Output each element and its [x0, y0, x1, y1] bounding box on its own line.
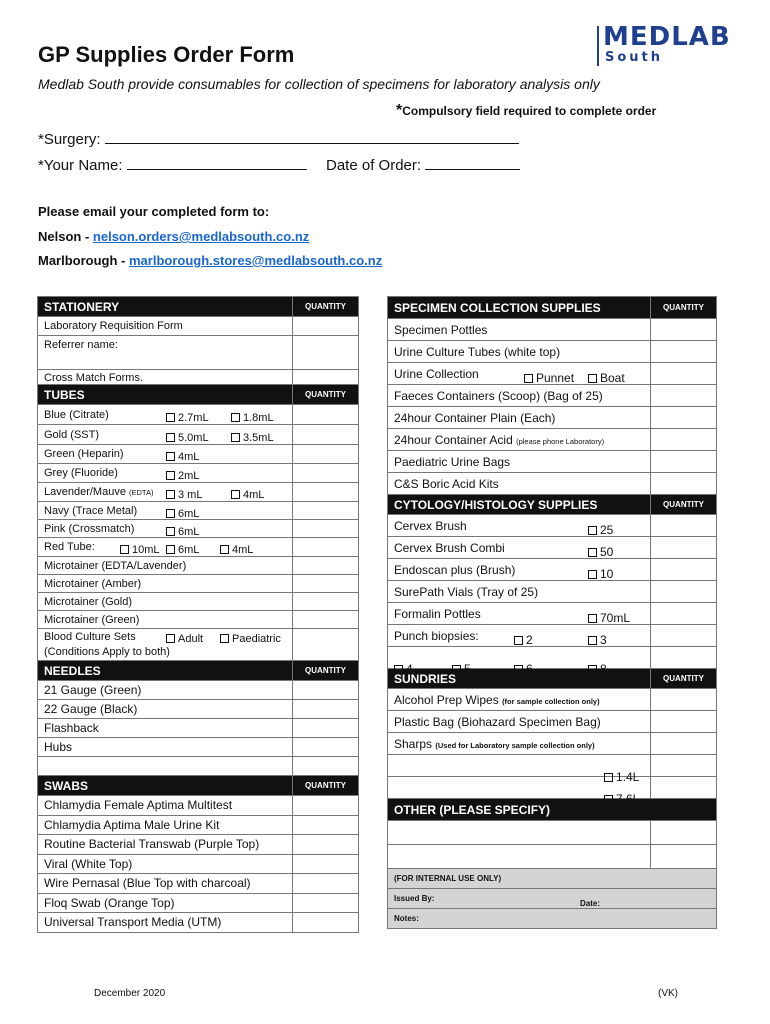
swab-item: Floq Swab (Orange Top) — [38, 893, 293, 913]
swabs-header — [38, 776, 359, 796]
tube-label: Gold (SST) — [44, 428, 100, 441]
your-name-label: *Your Name: — [38, 157, 123, 174]
table-row — [388, 581, 717, 603]
tube-option[interactable]: 2.7mL — [166, 412, 209, 424]
sundry-item: Alcohol Prep Wipes — [394, 692, 499, 707]
table-row — [38, 719, 359, 738]
internal-use-row — [388, 889, 717, 909]
quantity-cell[interactable] — [651, 777, 717, 799]
table-row — [388, 603, 717, 625]
table-row — [38, 538, 359, 557]
table-row — [38, 815, 359, 835]
specimen-item: Faeces Containers (Scoop) (Bag of 25) — [388, 385, 651, 407]
quantity-cell[interactable] — [651, 689, 717, 711]
checkbox-icon[interactable] — [166, 509, 175, 518]
table-row — [38, 445, 359, 464]
stationery-header — [38, 297, 359, 317]
quantity-cell[interactable] — [651, 603, 717, 625]
checkbox-icon[interactable] — [166, 471, 175, 480]
date-of-order-input-line[interactable] — [425, 156, 520, 170]
table-row — [388, 537, 717, 559]
quantity-cell[interactable] — [651, 341, 717, 363]
blood-culture-option[interactable]: Adult — [166, 632, 203, 647]
needle-item: Flashback — [38, 719, 293, 738]
logo-bar — [597, 26, 599, 66]
quantity-cell[interactable] — [293, 835, 359, 855]
quantity-cell[interactable] — [293, 719, 359, 738]
date-of-order-field[interactable] — [326, 156, 520, 174]
email-nelson — [38, 229, 309, 244]
quantity-cell[interactable] — [293, 445, 359, 464]
table-row — [388, 515, 717, 537]
cytology-item: Formalin Pottles — [394, 606, 481, 621]
urine-option[interactable]: Punnet — [524, 371, 574, 385]
needle-item: 22 Gauge (Black) — [38, 700, 293, 719]
stationery-heading: STATIONERY — [38, 297, 293, 317]
quantity-cell[interactable] — [293, 815, 359, 835]
checkbox-icon[interactable] — [220, 634, 229, 643]
checkbox-icon[interactable] — [231, 413, 240, 422]
email-heading: Please email your completed form to: — [38, 204, 270, 219]
quantity-cell[interactable] — [293, 593, 359, 611]
checkbox-icon[interactable] — [588, 548, 597, 557]
table-row — [38, 835, 359, 855]
quantity-cell[interactable] — [651, 845, 717, 869]
quantity-cell[interactable] — [651, 429, 717, 451]
quantity-cell[interactable] — [293, 611, 359, 629]
tube-option[interactable]: 4mL — [220, 544, 253, 556]
table-row — [38, 370, 359, 385]
email-marlborough — [38, 253, 382, 268]
page-subtitle: Medlab South provide consumables for collection of specimens for laboratory analysis only — [38, 76, 600, 92]
quantity-cell[interactable] — [293, 405, 359, 425]
other-header — [388, 799, 717, 821]
quantity-cell[interactable] — [651, 559, 717, 581]
compulsory-star: * — [396, 102, 403, 119]
sundry-item: Sharps — [394, 736, 433, 751]
sundry-item: Plastic Bag (Biohazard Specimen Bag) — [388, 711, 651, 733]
checkbox-icon[interactable] — [514, 665, 523, 674]
footer-code: (VK) — [658, 988, 678, 999]
table-row — [388, 451, 717, 473]
blood-culture-note: (Conditions Apply to both) — [44, 646, 170, 658]
table-row — [38, 405, 359, 425]
swab-item: Chlamydia Female Aptima Multitest — [38, 796, 293, 816]
table-row — [388, 407, 717, 429]
checkbox-icon[interactable] — [231, 433, 240, 442]
table-row — [38, 874, 359, 894]
tube-option[interactable]: 1.8mL — [231, 412, 274, 424]
table-row — [388, 429, 717, 451]
quantity-cell[interactable] — [651, 515, 717, 537]
quantity-cell[interactable] — [293, 700, 359, 719]
table-row — [38, 681, 359, 700]
marlborough-label: Marlborough - — [38, 253, 129, 268]
tube-label: Microtainer (Amber) — [38, 575, 293, 593]
table-row — [388, 647, 717, 669]
compulsory-note — [396, 102, 656, 120]
cytology-option[interactable]: 70mL — [588, 611, 630, 625]
swab-item: Viral (White Top) — [38, 854, 293, 874]
quantity-header: QUANTITY — [651, 495, 717, 515]
sharps-note: (Used for Laboratory sample collection only) — [435, 740, 595, 750]
table-row — [38, 483, 359, 502]
checkbox-icon[interactable] — [166, 490, 175, 499]
checkbox-icon[interactable] — [604, 773, 613, 782]
checkbox-icon[interactable] — [166, 545, 175, 554]
stationery-item: Laboratory Requisition Form — [38, 317, 293, 336]
other-entry[interactable] — [388, 821, 651, 845]
checkbox-icon[interactable] — [588, 665, 597, 674]
quantity-cell[interactable] — [293, 557, 359, 575]
checkbox-icon[interactable] — [166, 634, 175, 643]
table-row — [388, 711, 717, 733]
quantity-header: QUANTITY — [651, 669, 717, 689]
tube-option[interactable]: 5.0mL — [166, 432, 209, 444]
tube-label: Navy (Trace Metal) — [44, 504, 138, 517]
other-entry[interactable] — [388, 845, 651, 869]
table-row — [388, 385, 717, 407]
table-row — [388, 733, 717, 755]
tube-label: Lavender/Mauve — [44, 486, 126, 498]
left-order-table — [37, 296, 359, 933]
quantity-cell[interactable] — [293, 317, 359, 336]
table-row — [388, 625, 717, 647]
tube-note: (EDTA) — [129, 488, 154, 497]
cytology-option[interactable]: 50 — [588, 545, 613, 559]
quantity-cell[interactable] — [293, 629, 359, 661]
table-row — [388, 821, 717, 845]
checkbox-icon[interactable] — [120, 545, 129, 554]
specimen-header — [388, 297, 717, 319]
swab-item: Chlamydia Aptima Male Urine Kit — [38, 815, 293, 835]
checkbox-icon[interactable] — [588, 636, 597, 645]
needles-heading: NEEDLES — [38, 661, 293, 681]
tube-label: Grey (Fluoride) — [44, 467, 118, 479]
quantity-cell[interactable] — [651, 407, 717, 429]
tube-label: Microtainer (Green) — [38, 611, 293, 629]
quantity-header: QUANTITY — [293, 661, 359, 681]
nelson-email-link[interactable]: nelson.orders@medlabsouth.co.nz — [92, 229, 310, 244]
tube-label: Blue (Citrate) — [44, 408, 109, 421]
table-row — [38, 464, 359, 483]
quantity-cell[interactable] — [293, 738, 359, 757]
quantity-cell[interactable] — [293, 502, 359, 520]
punch-option[interactable]: 4 — [394, 662, 413, 676]
table-row — [38, 913, 359, 933]
checkbox-icon[interactable] — [514, 636, 523, 645]
punch-option[interactable]: 8 — [588, 662, 607, 676]
quantity-cell[interactable] — [651, 647, 717, 669]
checkbox-icon[interactable] — [604, 795, 613, 804]
tube-option[interactable]: 4mL — [166, 451, 199, 463]
tube-label: Pink (Crossmatch) — [44, 522, 135, 535]
quantity-cell[interactable] — [651, 319, 717, 341]
urine-option[interactable]: Boat — [588, 371, 625, 385]
table-row — [388, 777, 717, 799]
table-row — [38, 520, 359, 538]
checkbox-icon[interactable] — [452, 665, 461, 674]
checkbox-icon[interactable] — [166, 413, 175, 422]
punch-option[interactable]: 6 — [514, 662, 533, 676]
table-row — [38, 593, 359, 611]
quantity-cell[interactable] — [651, 581, 717, 603]
quantity-cell[interactable] — [293, 874, 359, 894]
quantity-cell[interactable] — [293, 757, 359, 776]
your-name-input-line[interactable] — [127, 156, 307, 170]
checkbox-icon[interactable] — [166, 433, 175, 442]
needle-item: Hubs — [38, 738, 293, 757]
table-row — [38, 502, 359, 520]
cytology-option[interactable]: 10 — [588, 567, 613, 581]
swab-item: Universal Transport Media (UTM) — [38, 913, 293, 933]
table-row — [388, 319, 717, 341]
checkbox-icon[interactable] — [394, 665, 403, 674]
specimen-item: Urine Culture Tubes (white top) — [388, 341, 651, 363]
tube-option[interactable]: 3.5mL — [231, 432, 274, 444]
quantity-header: QUANTITY — [293, 776, 359, 796]
sundries-heading: SUNDRIES — [388, 669, 651, 689]
checkbox-icon[interactable] — [588, 374, 597, 383]
quantity-cell[interactable] — [651, 385, 717, 407]
cytology-item: Cervex Brush Combi — [394, 540, 505, 555]
checkbox-icon[interactable] — [588, 570, 597, 579]
blood-culture-option[interactable]: Paediatric — [220, 632, 281, 647]
issued-by-label: Issued By: — [394, 894, 435, 903]
cytology-item: Endoscan plus (Brush) — [394, 562, 516, 577]
sundries-header — [388, 669, 717, 689]
tube-option[interactable]: 6mL — [166, 544, 199, 556]
quantity-cell[interactable] — [651, 755, 717, 777]
marlborough-email-link[interactable]: marlborough.stores@medlabsouth.co.nz — [129, 253, 383, 268]
right-order-table — [387, 296, 717, 929]
logo-line2: South — [605, 50, 664, 65]
table-row — [38, 629, 359, 661]
quantity-cell[interactable] — [293, 538, 359, 557]
tube-label: Microtainer (Gold) — [38, 593, 293, 611]
other-heading: OTHER (PLEASE SPECIFY) — [388, 799, 717, 821]
quantity-cell[interactable] — [293, 464, 359, 483]
specimen-item: 24hour Container Plain (Each) — [388, 407, 651, 429]
alcohol-note: (for sample collection only) — [502, 696, 600, 706]
quantity-header: QUANTITY — [293, 385, 359, 405]
table-row — [388, 689, 717, 711]
table-row — [38, 611, 359, 629]
quantity-cell[interactable] — [293, 336, 359, 370]
quantity-cell[interactable] — [651, 711, 717, 733]
quantity-cell[interactable] — [293, 370, 359, 385]
internal-date-label: Date: — [580, 899, 601, 908]
cytology-option[interactable]: 25 — [588, 523, 613, 537]
surgery-label: *Surgery: — [38, 131, 101, 148]
specimen-item: Paediatric Urine Bags — [388, 451, 651, 473]
quantity-cell[interactable] — [651, 537, 717, 559]
tubes-header — [38, 385, 359, 405]
surgery-field[interactable] — [38, 130, 519, 148]
table-row — [388, 755, 717, 777]
stationery-item: Cross Match Forms. — [38, 370, 293, 385]
tube-option[interactable]: 3 mL — [166, 489, 202, 501]
table-row — [388, 473, 717, 495]
table-row — [38, 425, 359, 445]
table-row — [388, 559, 717, 581]
table-row — [38, 700, 359, 719]
quantity-cell[interactable] — [651, 733, 717, 755]
table-row — [38, 757, 359, 776]
table-row — [388, 341, 717, 363]
surgery-input-line[interactable] — [105, 130, 519, 144]
quantity-cell[interactable] — [293, 425, 359, 445]
specimen-item: C&S Boric Acid Kits — [388, 473, 651, 495]
cytology-item: Punch biopsies: — [394, 628, 479, 643]
table-row — [38, 893, 359, 913]
sharps-option[interactable]: 7.6L — [604, 792, 639, 806]
quantity-cell[interactable] — [651, 625, 717, 647]
quantity-cell[interactable] — [293, 681, 359, 700]
logo-line1: MEDLAB — [603, 22, 731, 52]
tube-option[interactable]: 6mL — [166, 526, 199, 538]
table-row — [38, 575, 359, 593]
quantity-cell[interactable] — [651, 363, 717, 385]
quantity-cell[interactable] — [293, 483, 359, 502]
table-row — [38, 796, 359, 816]
quantity-cell[interactable] — [651, 451, 717, 473]
tube-option[interactable]: 6mL — [166, 508, 199, 520]
quantity-cell[interactable] — [651, 473, 717, 495]
specimen-item: Specimen Pottles — [388, 319, 651, 341]
sharps-option[interactable]: 1.4L — [604, 770, 639, 784]
table-row — [388, 845, 717, 869]
nelson-label: Nelson - — [38, 229, 93, 244]
compulsory-text: Compulsory field required to complete order — [402, 104, 657, 118]
punch-option[interactable]: 3 — [588, 633, 607, 647]
checkbox-icon[interactable] — [166, 452, 175, 461]
table-row — [38, 557, 359, 575]
tube-label: Red Tube: — [44, 541, 95, 553]
swab-item: Wire Pernasal (Blue Top with charcoal) — [38, 874, 293, 894]
cytology-item: Cervex Brush — [394, 518, 467, 533]
notes-label: Notes: — [388, 909, 717, 929]
your-name-field[interactable] — [38, 156, 307, 174]
quantity-cell[interactable] — [293, 796, 359, 816]
blood-culture-label: Blood Culture Sets — [44, 631, 136, 643]
internal-heading: (FOR INTERNAL USE ONLY) — [388, 869, 717, 889]
quantity-header: QUANTITY — [293, 297, 359, 317]
internal-use-row — [388, 909, 717, 929]
swabs-heading: SWABS — [38, 776, 293, 796]
tube-label: Green (Heparin) — [44, 448, 124, 460]
checkbox-icon[interactable] — [166, 527, 175, 536]
internal-use-row — [388, 869, 717, 889]
checkbox-icon[interactable] — [231, 490, 240, 499]
checkbox-icon[interactable] — [220, 545, 229, 554]
quantity-cell[interactable] — [651, 821, 717, 845]
tube-option[interactable]: 2mL — [166, 470, 199, 482]
table-row — [38, 854, 359, 874]
tube-option[interactable]: 4mL — [231, 489, 264, 501]
cytology-heading: CYTOLOGY/HISTOLOGY SUPPLIES — [388, 495, 651, 515]
table-row — [38, 317, 359, 336]
quantity-header: QUANTITY — [651, 297, 717, 319]
needle-item[interactable] — [38, 757, 293, 776]
needle-item: 21 Gauge (Green) — [38, 681, 293, 700]
swab-item: Routine Bacterial Transwab (Purple Top) — [38, 835, 293, 855]
table-row — [38, 738, 359, 757]
tubes-heading: TUBES — [38, 385, 293, 405]
punch-option[interactable]: 5 — [452, 662, 471, 676]
checkbox-icon[interactable] — [588, 614, 597, 623]
acid-note: (please phone Laboratory) — [516, 436, 605, 446]
specimen-item: 24hour Container Acid — [394, 432, 513, 447]
table-row — [388, 363, 717, 385]
quantity-cell[interactable] — [293, 854, 359, 874]
quantity-cell[interactable] — [293, 893, 359, 913]
needles-header — [38, 661, 359, 681]
quantity-cell[interactable] — [293, 575, 359, 593]
page-title: GP Supplies Order Form — [38, 42, 295, 67]
punch-option[interactable]: 2 — [514, 633, 533, 647]
cytology-header — [388, 495, 717, 515]
footer-date: December 2020 — [94, 988, 166, 999]
cytology-item: SurePath Vials (Tray of 25) — [388, 581, 651, 603]
stationery-item: Referrer name: — [38, 336, 293, 370]
tube-option[interactable]: 10mL — [120, 544, 160, 556]
quantity-cell[interactable] — [293, 520, 359, 538]
checkbox-icon[interactable] — [588, 526, 597, 535]
date-of-order-label: Date of Order: — [326, 157, 422, 174]
quantity-cell[interactable] — [293, 913, 359, 933]
specimen-heading: SPECIMEN COLLECTION SUPPLIES — [388, 297, 651, 319]
specimen-item: Urine Collection — [394, 366, 479, 381]
checkbox-icon[interactable] — [524, 374, 533, 383]
tube-label: Microtainer (EDTA/Lavender) — [38, 557, 293, 575]
table-row — [38, 336, 359, 370]
